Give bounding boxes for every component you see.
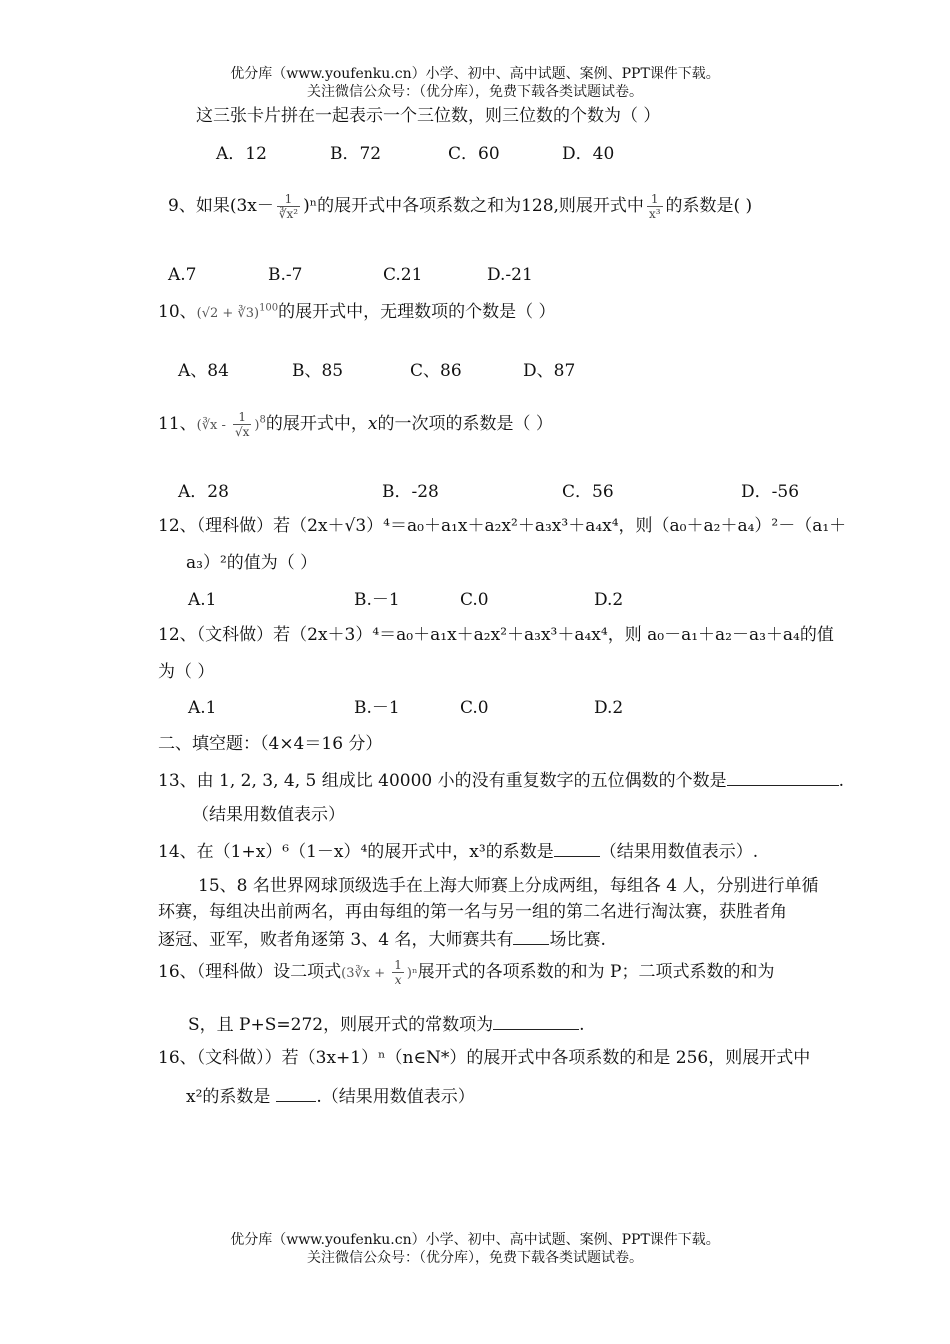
q15-answer-blank[interactable] [513,928,549,945]
q16-science-text: 16、（理科做）设二项式 [158,962,342,982]
q9-fraction-den: ∛x² [278,207,299,221]
q11-option-b: B．-28 [382,482,439,502]
q12-arts-options [188,698,623,718]
q10-stem [158,302,556,324]
q11-option-a: A．28 [178,482,229,502]
q11-exponent: 8 [259,414,266,426]
q16-science-period: . [579,1015,585,1035]
q9-prefix: 9、如果(3x－ [168,196,274,216]
q16-science-expression-a: (3∛x + [341,966,390,981]
q11-option-c: C．56 [562,482,614,502]
q9-middle: )ⁿ的展开式中各项系数之和为128,则展开式中 [303,196,644,216]
q14-line [158,840,758,862]
q10-option-a: A、84 [178,361,229,381]
q11-expression-b: ) [254,418,260,433]
q12-science-option-d: D.2 [594,590,624,610]
q11-options [178,482,799,502]
q12-arts-line-2: 为（ ） [158,662,215,682]
q16-science-fraction-den: x [394,973,402,987]
q11-expression-a: (∛x - [196,418,230,433]
q11-text: 的展开式中， [265,414,368,434]
q10-exponent: 100 [259,302,279,314]
q16-science-line-1 [158,956,774,990]
q12-science-line-1: 12、（理科做）若（2x＋√3）⁴＝a₀＋a₁x＋a₂x²＋a₃x³＋a₄x⁴，则（a₀＋a₂＋a₄）²－（a₁＋ [158,516,847,536]
q13-text: 13、由 1, 2, 3, 4, 5 组成比 40000 小的没有重复数字的五位偶数的个数是 [158,771,727,791]
q11-option-d: D．-56 [741,482,800,502]
q10-option-c: C、86 [410,361,462,381]
q11-fraction-num: 1 [233,410,251,425]
q11-stem [158,408,553,442]
q11-fraction-den: √x [235,425,250,439]
q12-science-option-a: A.1 [188,590,217,610]
q9-option-c: C.21 [383,265,423,285]
q11-fraction [233,410,251,439]
q12-science-option-b: B.－1 [354,590,400,610]
q11-text-2: 的一次项的系数是（ ） [377,414,553,434]
q14-text: 14、在（1+x）⁶（1－x）⁴的展开式中，x³的系数是 [158,842,554,862]
q14-text-2: （结果用数值表示）. [599,842,759,862]
section-fill-in-heading: 二、填空题：（4×4＝16 分） [158,734,383,754]
q8-option-a: A．12 [216,144,267,164]
q9-options [168,265,533,285]
q8-option-c: C．60 [448,144,500,164]
q9-option-a: A.7 [168,265,197,285]
q9-stem [168,192,752,221]
q15-line-2: 环赛，每组决出前两名，再由每组的第一名与另一组的第二名进行淘汰赛，获胜者角 [158,902,787,922]
q12-science-line-2: a₃）²的值为（ ） [186,553,318,573]
q12-arts-option-d: D.2 [594,698,624,718]
q9-fraction2-den: x³ [648,207,661,221]
q8-option-d: D．40 [562,144,615,164]
q15-line-3 [158,928,606,950]
q16-science-expression-b: )ⁿ [406,966,418,981]
q10-options [178,361,575,381]
footer-line-2: 关注微信公众号：（优分库），免费下载各类试题试卷。 [307,1250,643,1266]
q12-arts-line-1: 12、（文科做）若（2x＋3）⁴＝a₀＋a₁x＋a₂x²＋a₃x³＋a₄x⁴，则 a₀－a₁＋a₂－a₃＋a₄的值 [158,625,834,645]
q16-science-line-2 [188,1013,584,1035]
q13-line-1 [158,769,844,791]
q8-option-b: B．72 [330,144,382,164]
q9-suffix: 的系数是( ) [665,196,753,216]
header-line-2: 关注微信公众号：（优分库），免费下载各类试题试卷。 [307,84,643,100]
q10-text: 的展开式中，无理数项的个数是（ ） [278,302,556,322]
q9-fraction-num: 1 [277,192,300,207]
q16-science-fraction-num: 1 [394,958,402,972]
q10-option-b: B、85 [292,361,344,381]
q12-arts-option-b: B.－1 [354,698,400,718]
q9-option-b: B.-7 [268,265,303,285]
q16-arts-line-2 [186,1085,475,1107]
q10-option-d: D、87 [523,361,576,381]
q13-answer-blank[interactable] [727,769,839,786]
footer-line-1: 优分库（www.youfenku.cn）小学、初中、高中试题、案例、PPT课件下载。 [230,1232,720,1248]
q12-arts-option-a: A.1 [188,698,217,718]
q16-arts-text: x²的系数是 [186,1087,271,1107]
q11-number: 11、 [158,414,197,434]
q15-text-2: 场比赛. [549,930,606,950]
q15-line-1: 15、8 名世界网球顶级选手在上海大师赛上分成两组，每组各 4 人，分别进行单循 [198,876,819,896]
q16-arts-line-1: 16、（文科做））若（3x+1）ⁿ（n∈N*）的展开式中各项系数的和是 256，则展开式中 [158,1048,811,1068]
q13-line-2: （结果用数值表示） [192,805,345,825]
q16-science-line2-text: S，且 P+S=272，则展开式的常数项为 [188,1015,494,1035]
q9-fraction-2 [647,192,663,221]
header-line-1: 优分库（www.youfenku.cn）小学、初中、高中试题、案例、PPT课件下载。 [230,66,720,82]
q16-science-answer-blank[interactable] [493,1013,579,1030]
q16-arts-text-2: .（结果用数值表示） [316,1087,475,1107]
q11-variable: x [367,414,378,434]
q12-science-option-c: C.0 [460,590,489,610]
q14-answer-blank[interactable] [554,840,600,857]
q10-number: 10、 [158,302,197,322]
q8-options [216,144,614,164]
q9-option-d: D.-21 [487,265,533,285]
q16-arts-answer-blank[interactable] [276,1085,316,1102]
q9-fraction [277,192,300,221]
q16-science-text-2: 展开式的各项系数的和为 P；二项式系数的和为 [417,962,775,982]
q12-science-options [188,590,623,610]
q15-text: 逐冠、亚军，败者角逐第 3、4 名，大师赛共有 [158,930,514,950]
q10-expression: (√2 + ∛3) [196,306,260,321]
q12-arts-option-c: C.0 [460,698,489,718]
q8-text: 这三张卡片拼在一起表示一个三位数，则三位数的个数为（ ） [196,106,661,126]
q13-period: . [838,771,845,791]
q16-science-fraction [392,958,404,987]
q9-fraction2-num: 1 [647,192,663,207]
